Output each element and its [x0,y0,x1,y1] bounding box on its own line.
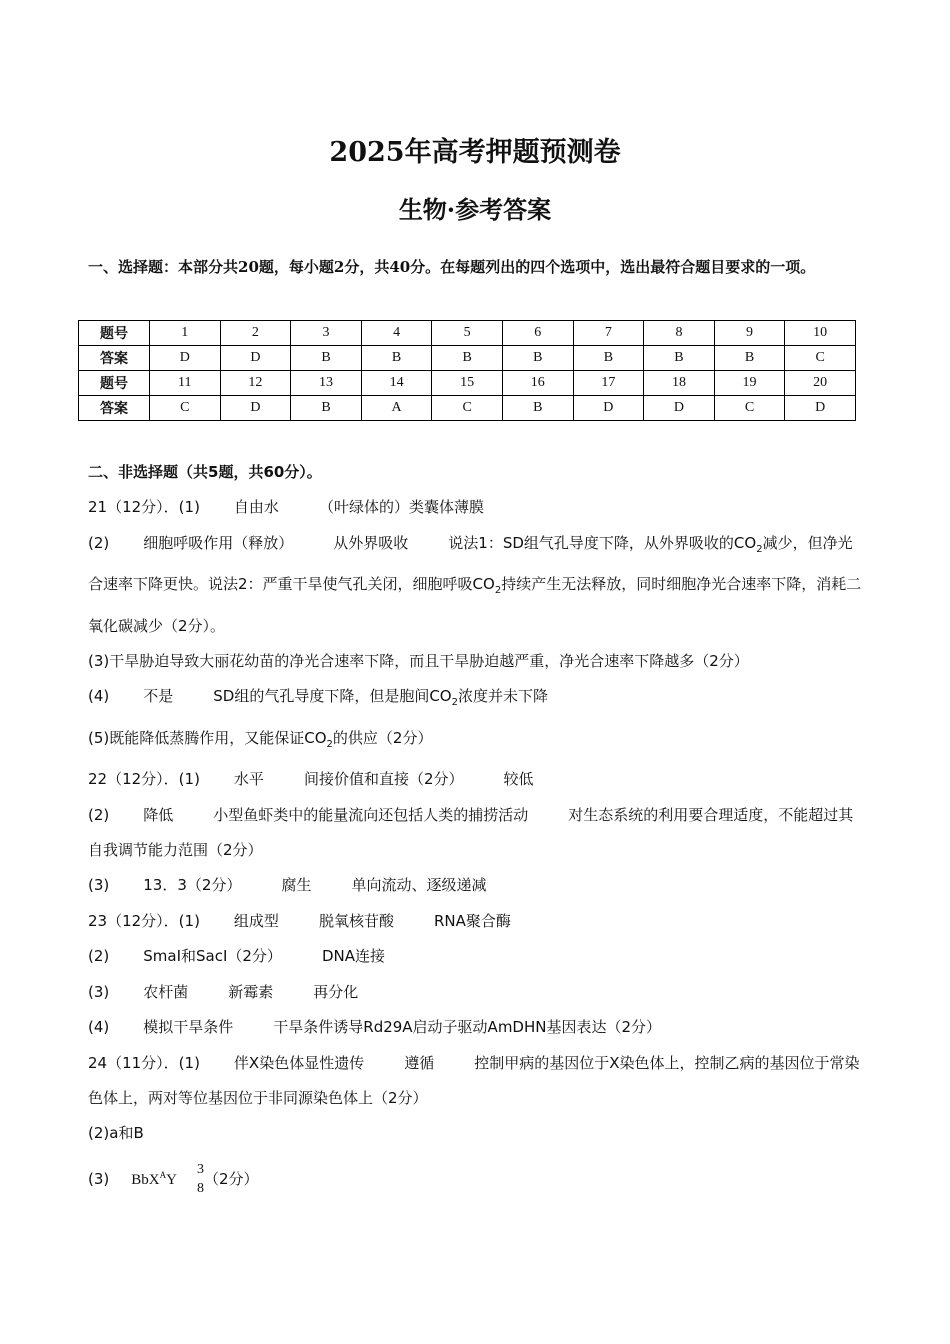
q23-answer: 模拟干旱条件 [143,1018,234,1037]
q21-answer: 从外界吸收 [333,533,409,552]
answer-cell: C [150,396,221,421]
genotype-superscript: A [159,1169,167,1180]
q22-answer: 小型鱼虾类中的能量流向还包括人类的捕捞活动 [213,805,529,824]
q24-answer: （2分） [203,1169,259,1188]
page-subtitle: 生物·参考答案 [398,195,552,224]
q21-answer: 持续产生无法释放，同时细胞净光合速率下降，消耗二氧化碳减少（2分）。 [88,575,862,635]
part-label: (2) [88,805,110,824]
question-number: 3 [291,321,362,346]
q21-answer: 自由水 [233,498,279,517]
q23-answer: 新霉素 [228,982,274,1001]
q22-head: 22（12分）．(1) [88,770,200,789]
q23-part4 [88,1010,863,1045]
question-number: 11 [150,371,221,396]
question-number: 6 [502,321,573,346]
q22-part3 [88,868,863,903]
q24-line1 [88,1046,863,1117]
answer-cell: B [502,396,573,421]
q24-answer: 伴X染色体显性遗传 [233,1053,365,1072]
q22-answer: 降低 [143,805,174,824]
q21-part3: (3)干旱胁迫导致大丽花幼苗的净光合速率下降，而且干旱胁迫越严重，净光合速率下降越多（2分） [88,652,749,671]
q22-answer: 对生态系统的利用要合理适度，不能超过其自我调节能力范围（2分） [88,805,854,860]
q24-part2: (2)a和B [88,1124,144,1143]
answer-cell: D [644,396,715,421]
question-number: 9 [714,321,785,346]
answer-cell: B [291,346,362,371]
q22-answer: 较低 [503,770,534,789]
answer-cell: B [432,346,503,371]
subscript: 2 [451,697,458,709]
q24-head: 24（11分）．(1) [88,1053,200,1072]
part-label: (2) [88,533,110,552]
question-number: 4 [361,321,432,346]
q21-line1 [88,490,863,525]
q24-part3 [88,1158,863,1198]
q22-line1 [88,762,863,797]
table-row [79,371,856,396]
answer-cell: A [361,396,432,421]
q22-answer: 单向流动、逐级递减 [351,876,487,895]
q23-answer: 再分化 [313,982,359,1001]
answer-cell: B [644,346,715,371]
q23-answer: SmaⅠ和SacⅠ（2分） [143,947,282,966]
part-label: (2) [88,947,110,966]
genotype-end: Y [166,1171,177,1188]
answer-cell: D [573,396,644,421]
q21-part4 [88,679,863,720]
answer-cell: B [361,346,432,371]
question-number: 1 [150,321,221,346]
section2 [88,455,863,1198]
question-number: 17 [573,371,644,396]
q23-answer: 农杆菌 [143,982,189,1001]
q21-answer: 不是 [143,687,174,706]
q21-answer: 浓度并未下降 [458,687,549,706]
part-label: (3) [88,1169,110,1188]
part-label: (3) [88,876,110,895]
answer-cell: B [573,346,644,371]
question-number: 8 [644,321,715,346]
table-row [79,346,856,371]
q21-answer: 说法1：SD组气孔导度下降，从外界吸收的CO [448,533,757,552]
subscript: 2 [326,738,333,750]
page-title: 2025年高考押题预测卷 [329,137,621,168]
answer-cell: B [714,346,785,371]
q21-answer: （叶绿体的）类囊体薄膜 [318,498,484,517]
answer-cell: B [291,396,362,421]
fraction-denominator: 8 [196,1180,204,1196]
answer-cell: D [220,346,291,371]
fraction [197,1161,204,1198]
q23-head: 23（12分）．(1) [88,911,200,930]
question-number: 12 [220,371,291,396]
row-label: 题号 [79,321,150,346]
q22-answer: 间接价值和直接（2分） [303,770,464,789]
part-label: (3) [88,982,110,1001]
answer-cell: D [220,396,291,421]
subscript: 2 [494,585,502,597]
q24-answer: 控制甲病的基因位于X染色体上，控制乙病的基因位于常染色体上，两对等位基因位于非同源染色体上（2分） [88,1053,860,1107]
q21-part5 [88,721,863,762]
q21-answer: 细胞呼吸作用（释放） [143,533,294,552]
question-number: 15 [432,371,503,396]
q23-answer: 干旱条件诱导Rd29A启动子驱动AmDHN基因表达（2分） [273,1018,662,1037]
genotype-base: BbX [131,1171,160,1188]
row-label: 题号 [79,371,150,396]
q23-answer: 组成型 [233,911,279,930]
answer-cell: D [150,346,221,371]
q23-line1 [88,904,863,939]
q23-part2 [88,939,863,974]
answer-cell: C [714,396,785,421]
answer-cell: B [502,346,573,371]
q21-answer: (5)既能降低蒸腾作用，又能保证CO [88,728,327,747]
answer-cell: C [432,396,503,421]
q21-answer: SD组的气孔导度下降，但是胞间CO [213,687,452,706]
q23-answer: DNA连接 [321,947,385,966]
q22-answer: 水平 [233,770,264,789]
question-number: 10 [785,321,856,346]
question-number: 2 [220,321,291,346]
q23-answer: RNA聚合酶 [433,911,511,930]
subscript: 2 [756,543,763,555]
question-number: 5 [432,321,503,346]
answer-table [78,320,856,421]
q21-answer: 减少，但净光合速率下降更快。说法2：严重干旱使气孔关闭，细胞呼吸CO [88,533,853,594]
question-number: 18 [644,371,715,396]
q21-answer: 的供应（2分） [332,728,433,747]
table-row [79,321,856,346]
fraction-numerator: 3 [196,1161,204,1177]
section1-heading: 一、选择题：本部分共20题，每小题2分，共40分。在每题列出的四个选项中，选出最符合题目要求的一项。 [88,258,816,276]
answer-cell: C [785,346,856,371]
q22-part2 [88,798,863,869]
q23-answer: 脱氧核苷酸 [318,911,394,930]
q21-part2 [88,526,863,644]
q23-part3 [88,975,863,1010]
q22-answer: 腐生 [281,876,312,895]
row-label: 答案 [79,396,150,421]
q22-answer: 13．3（2分） [143,876,242,895]
question-number: 16 [502,371,573,396]
q24-answer: 遵循 [404,1053,435,1072]
question-number: 20 [785,371,856,396]
table-row [79,396,856,421]
question-number: 19 [714,371,785,396]
answer-cell: D [785,396,856,421]
question-number: 14 [361,371,432,396]
section2-heading: 二、非选择题（共5题，共60分）。 [88,463,322,481]
row-label: 答案 [79,346,150,371]
q21-head: 21（12分）．(1) [88,498,200,517]
genotype [131,1169,177,1188]
part-label: (4) [88,687,110,706]
part-label: (4) [88,1018,110,1037]
question-number: 13 [291,371,362,396]
question-number: 7 [573,321,644,346]
